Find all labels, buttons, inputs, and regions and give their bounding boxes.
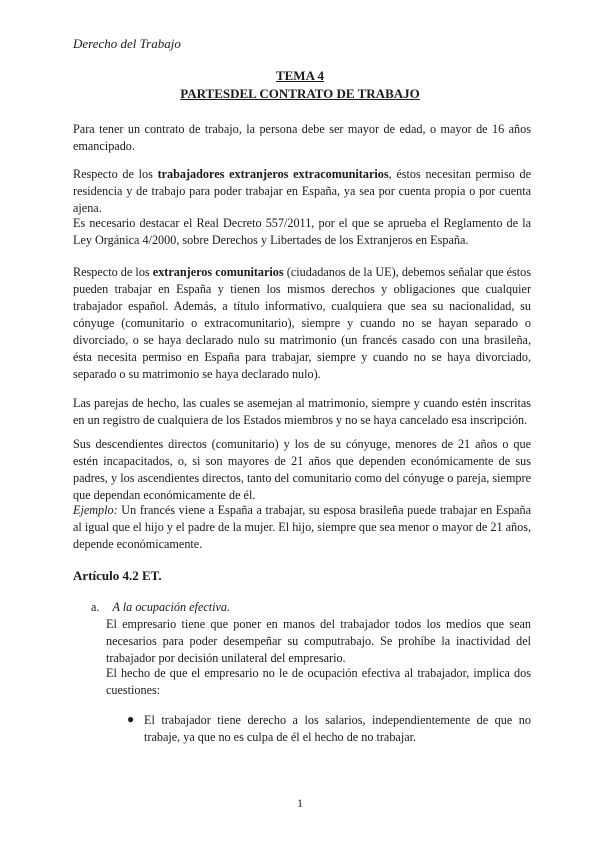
term-comunitarios: extranjeros comunitarios bbox=[152, 265, 284, 279]
term-extracomunitarios: trabajadores extranjeros extracomunitarios bbox=[157, 167, 389, 181]
list-marker: a. bbox=[91, 600, 100, 614]
list-item-title: A la ocupación efectiva. bbox=[112, 600, 231, 614]
article-heading: Artículo 4.2 ET. bbox=[73, 568, 162, 583]
item-a-paragraph-1: El empresario tiene que poner en manos del trabajador todos los medios que sean necesarios para poder desempeñar su computrabajo. Se prohíbe la inactividad del trabajador por decisión unilateral del empresario. bbox=[106, 617, 531, 665]
topic-number: TEMA 4 bbox=[275, 68, 325, 83]
item-a-paragraph-2: El hecho de que el empresario no le de ocupación efectiva al trabajador, implica dos cuestiones: bbox=[106, 666, 531, 697]
bullet-text: El trabajador tiene derecho a los salarios, independientemente de que no trabaje, ya que no es culpa de él el hecho de no trabajar. bbox=[144, 713, 531, 744]
paragraph-real-decreto: Es necesario destacar el Real Decreto 557/2011, por el que se aprueba el Reglamento de la Ley Orgánica 4/2000, sobre Derechos y Libertades de los Extranjeros en España. bbox=[73, 216, 531, 247]
page-number: 1 bbox=[297, 796, 303, 810]
example-label: Ejemplo: bbox=[73, 503, 118, 517]
topic-title: PARTESDEL CONTRATO DE TRABAJO bbox=[180, 86, 420, 101]
paragraph-extracomunitarios: Respecto de los trabajadores extranjeros extracomunitarios, éstos necesitan permiso de residencia y de trabajo para poder trabajar en España, ya sea por cuenta propia o por cuenta ajena. bbox=[73, 167, 531, 215]
bullet-icon: ● bbox=[127, 712, 135, 726]
list-item-a bbox=[91, 600, 230, 615]
paragraph-age: Para tener un contrato de trabajo, la persona debe ser mayor de edad, o mayor de 16 años emancipado. bbox=[73, 122, 531, 153]
paragraph-parejas: Las parejas de hecho, las cuales se asemejan al matrimonio, siempre y cuando estén inscritas en un registro de cualquiera de los Estados miembros y no se haya cancelado esa inscripción. bbox=[73, 396, 531, 427]
paragraph-ejemplo: Ejemplo: Un francés viene a España a trabajar, su esposa brasileña puede trabajar en España al igual que el hijo y el padre de la mujer. El hijo, siempre que sea menor o mayor de 21 años, depende económicamente. bbox=[73, 503, 531, 551]
paragraph-descendientes: Sus descendientes directos (comunitario) y los de su cónyuge, menores de 21 años o que estén incapacitados, o, si son mayores de 21 años que dependen económicamente de sus padres, y los ascendientes directos, tanto del comunitario como del cónyuge o pareja, siempre que dependan económicamente de él. bbox=[73, 437, 531, 502]
paragraph-comunitarios: Respecto de los extranjeros comunitarios (ciudadanos de la UE), debemos señalar que éstos pueden trabajar en España y tienen los mismos derechos y obligaciones que cualquier trabajador español. Además, a título informativo, cualquiera que sea su nacionalidad, su cónyuge (comunitario o extracomunitario), siempre y cuando no se hayan separado o divorciado, o se haya declarado nulo su matrimonio (un francés casado con una brasileña, ésta necesita permiso en España para trabajar, siempre y cuando no se haya divorciado, separado o su matrimonio se haya declarado nulo). bbox=[73, 265, 532, 381]
page-header: Derecho del Trabajo bbox=[73, 36, 181, 51]
